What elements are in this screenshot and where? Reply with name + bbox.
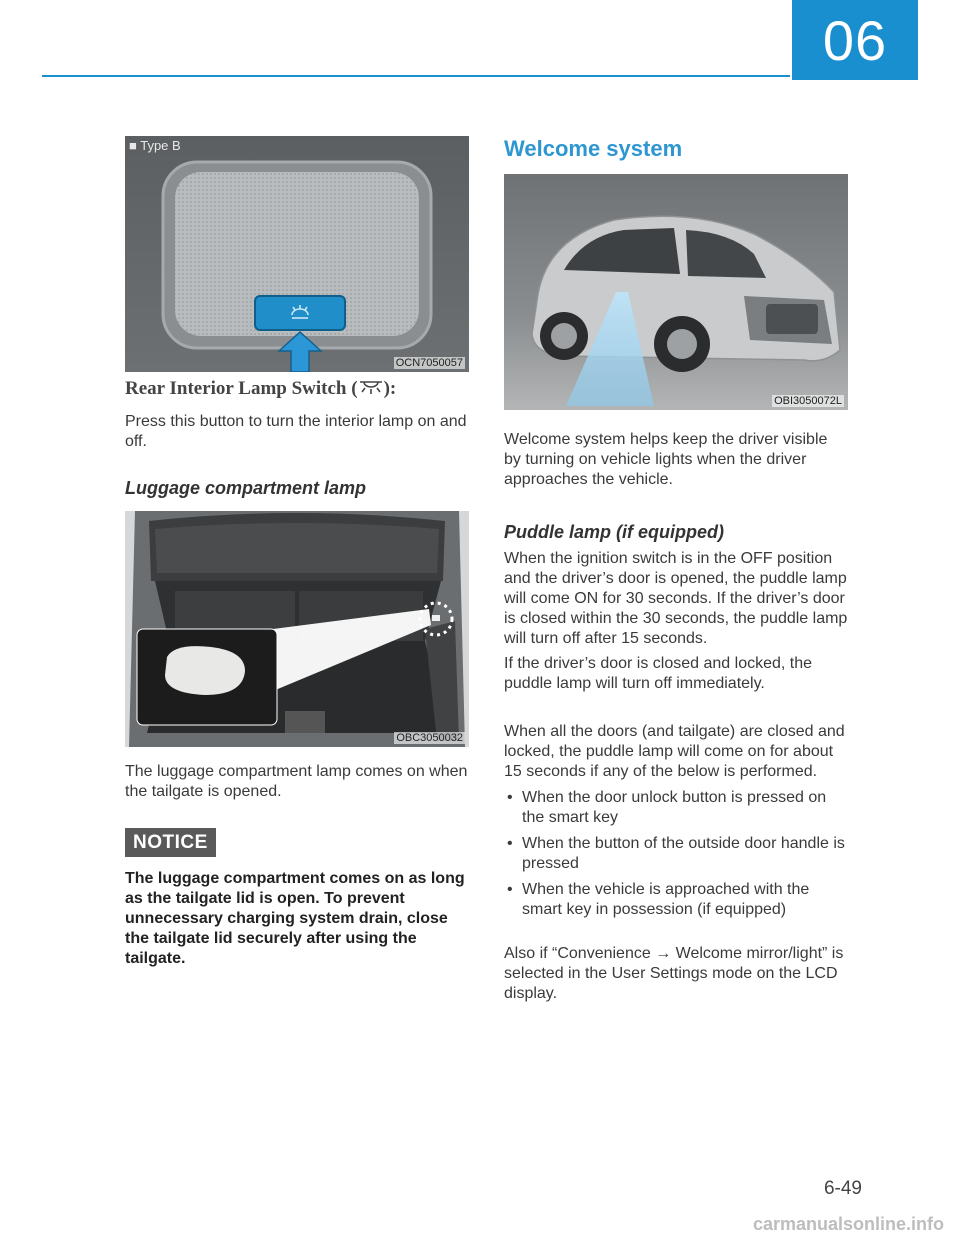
figure-rear-lamp-switch [125, 136, 469, 372]
rear-lamp-illustration [125, 136, 469, 372]
watermark: carmanualsonline.info [752, 1214, 944, 1234]
figure-code: OBI3050072L [774, 395, 842, 407]
page-number: 6-49 [823, 1178, 862, 1199]
left-column [125, 136, 469, 969]
figure-type-tag: ■ Type B [129, 138, 181, 153]
list-item: • When the vehicle is approached with the smart key in possession (if equipped) [504, 880, 848, 920]
figure-luggage-lamp [125, 511, 469, 747]
chapter-number: 06 [822, 8, 888, 72]
puddle-lamp-heading: Puddle lamp (if equipped) [504, 522, 724, 542]
right-column [504, 136, 848, 1004]
heading-text: Rear Interior Lamp Switch ( [125, 378, 358, 399]
list-item: • When the button of the outside door handle is pressed [504, 834, 848, 874]
header-rule [42, 75, 790, 77]
section-title: Welcome system [504, 136, 683, 161]
notice-text: The luggage compartment comes on as long as the tailgate lid is open. To prevent unnecessary charging system drain, close the tailgate lid securely after using the tailgate. [125, 870, 465, 967]
puddle-lamp-paragraph-3: When all the doors (and tailgate) are closed and locked, the puddle lamp will come on for about 15 seconds if any of the below is performed. [504, 723, 845, 780]
interior-lamp-icon [358, 379, 384, 395]
rear-lamp-switch-heading [125, 378, 469, 400]
figure-code: OBC3050032 [396, 732, 463, 744]
puddle-lamp-paragraph-1: When the ignition switch is in the OFF position and the driver’s door is opened, the puddle lamp will come ON for 30 seconds. If the driver’s door is closed within the 30 seconds, the puddle lamp will turn off after 15 seconds. [504, 550, 848, 647]
figure-welcome-system [504, 174, 848, 410]
figure-code: OCN7050057 [395, 357, 463, 369]
user-settings-note: Also if “Convenience → Welcome mirror/light” is selected in the User Settings mode on the LCD display. [504, 945, 844, 1002]
chapter-tab [792, 0, 918, 80]
welcome-intro-text: Welcome system helps keep the driver visible by turning on vehicle lights when the driver approaches the vehicle. [504, 431, 828, 488]
car-puddle-lamp-illustration [504, 174, 848, 410]
notice-block [125, 828, 469, 969]
luggage-lamp-text: The luggage compartment lamp comes on when the tailgate is opened. [125, 763, 468, 800]
rear-lamp-switch-text: Press this button to turn the interior lamp on and off. [125, 413, 467, 450]
list-item: • When the door unlock button is pressed on the smart key [504, 788, 848, 828]
notice-badge: NOTICE [125, 828, 216, 857]
trigger-list [504, 788, 848, 920]
heading-text-end: ): [383, 378, 397, 399]
puddle-lamp-paragraph-2: If the driver’s door is closed and locked, the puddle lamp will turn off immediately. [504, 655, 813, 692]
luggage-lamp-heading: Luggage compartment lamp [125, 478, 367, 498]
luggage-compartment-illustration [125, 511, 469, 747]
